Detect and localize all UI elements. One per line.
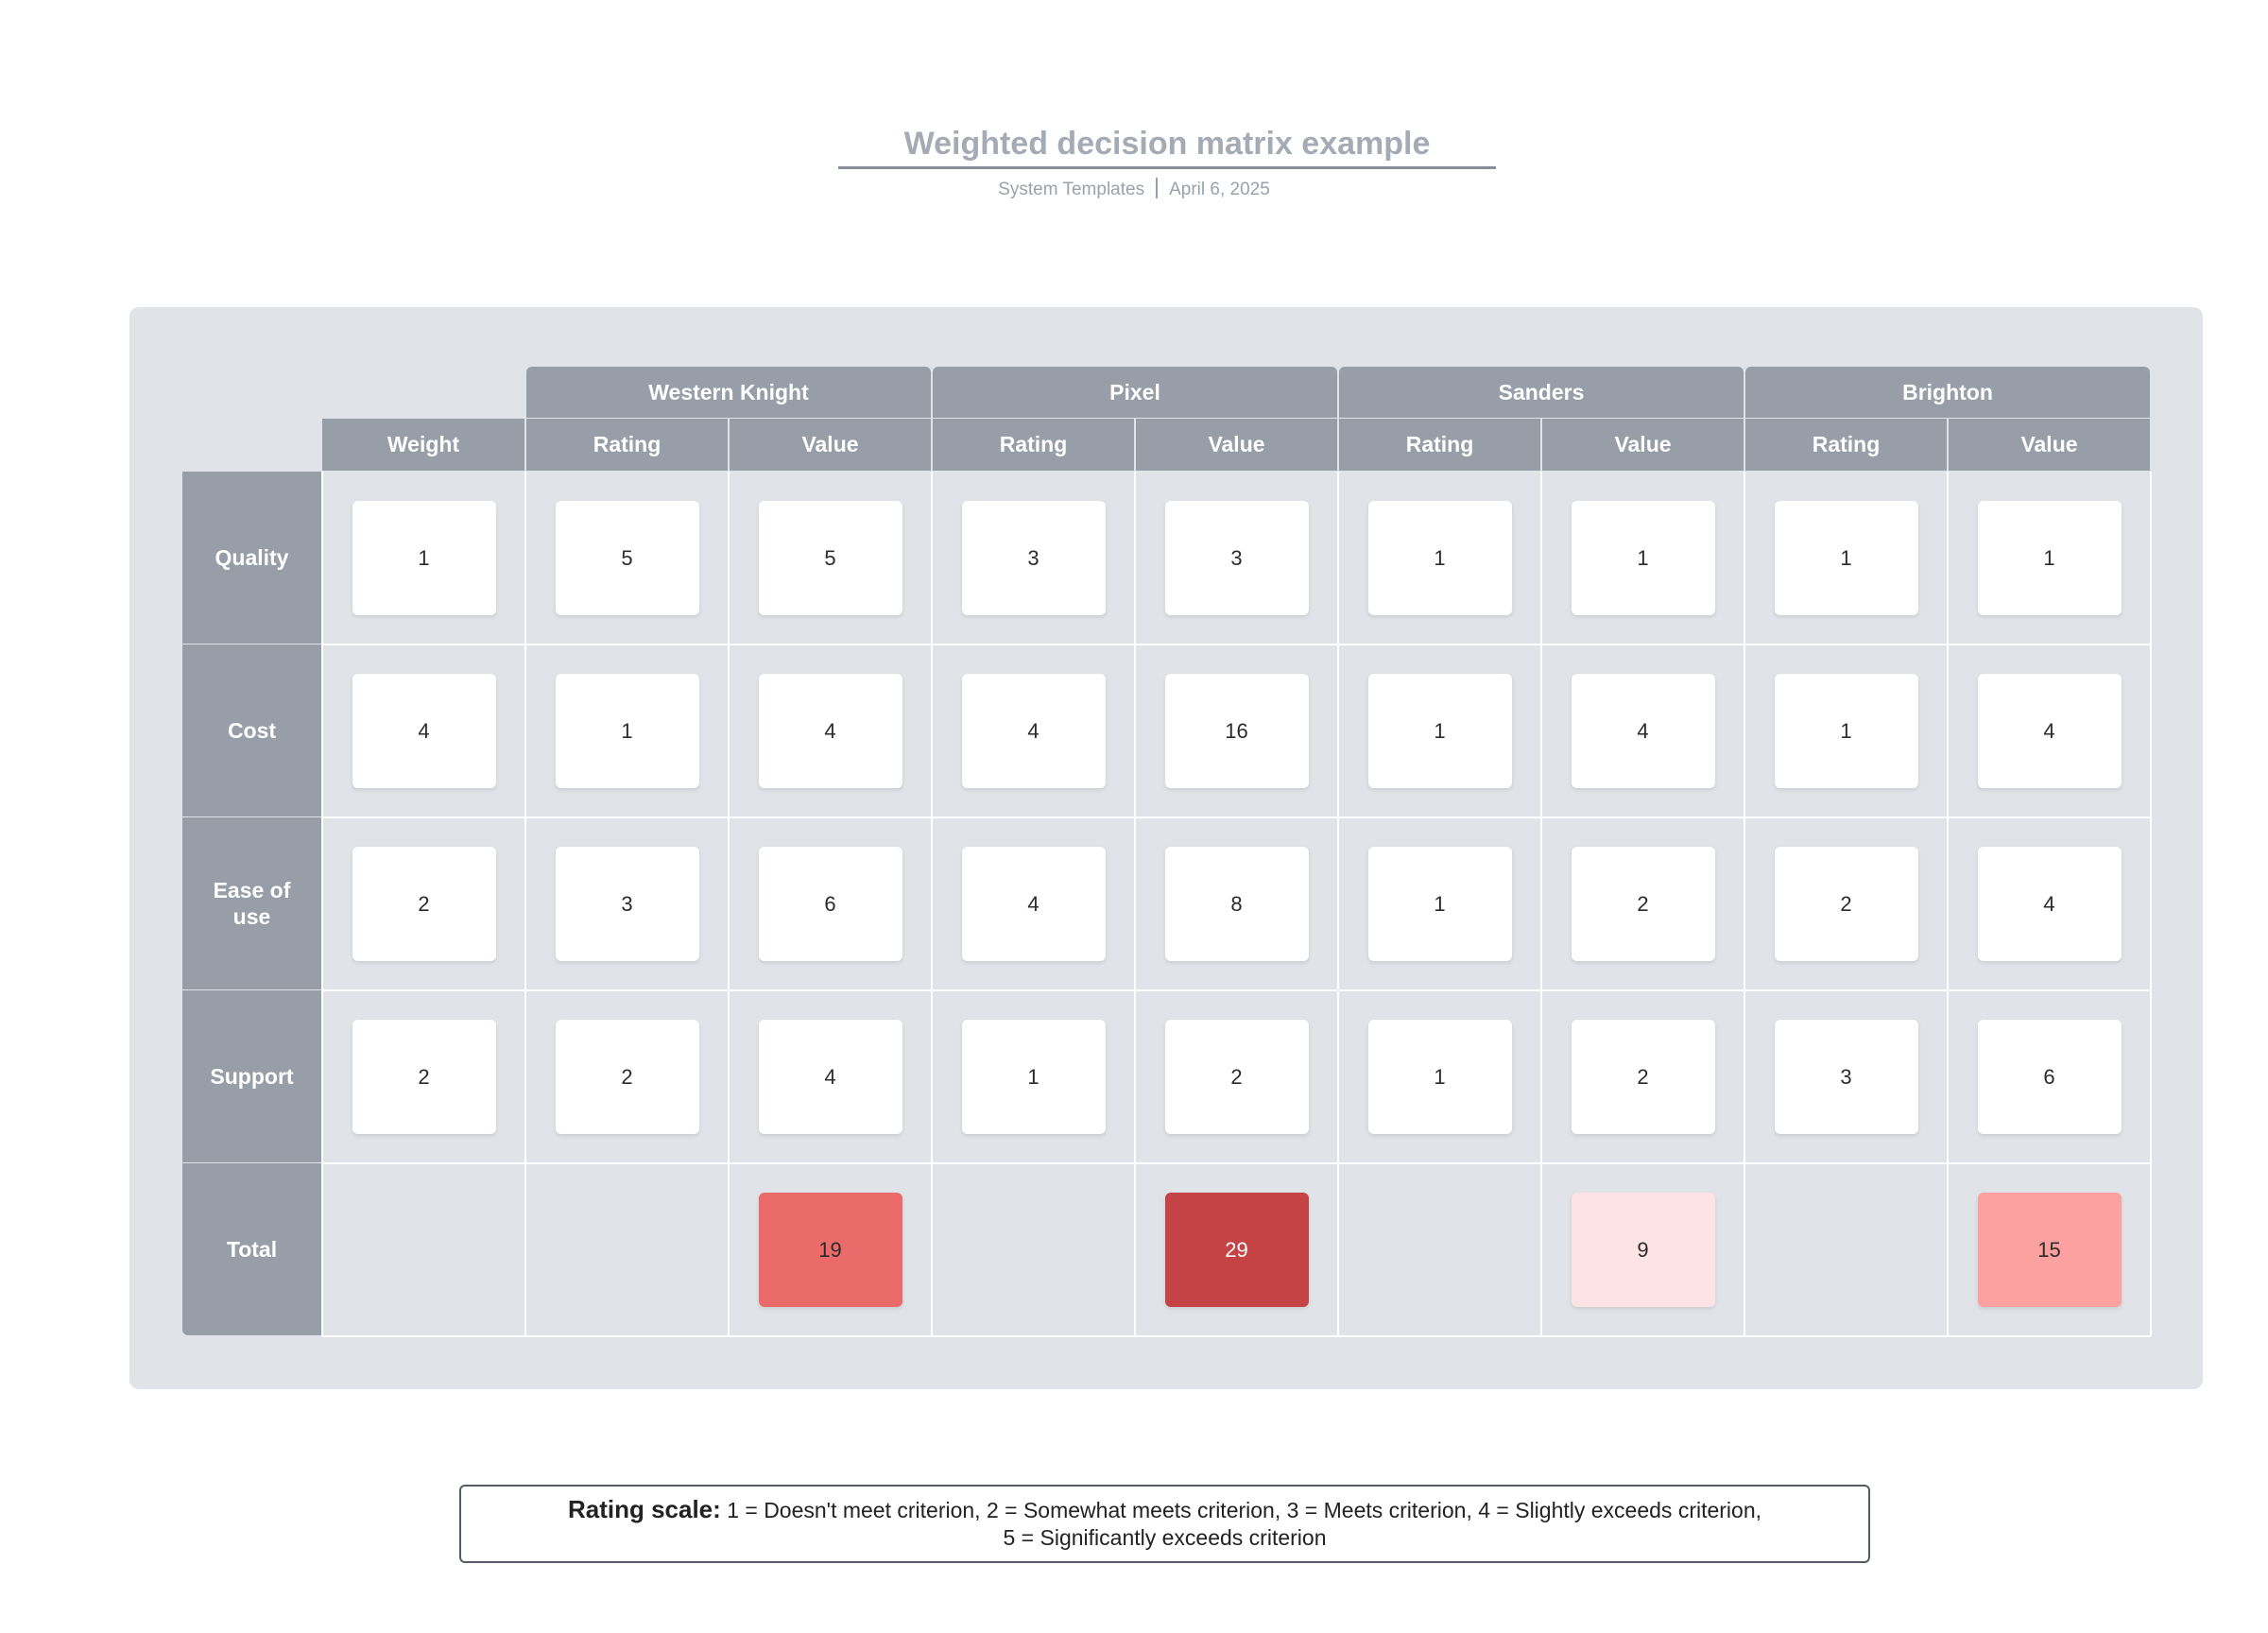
- value-box: 2: [1572, 847, 1715, 961]
- grid-line: [322, 644, 2151, 645]
- grid-line: [728, 472, 730, 1336]
- weight-box: 2: [352, 847, 496, 961]
- weight-box: 2: [352, 1020, 496, 1134]
- rating-box: 1: [1368, 1020, 1512, 1134]
- row-header: Total: [182, 1163, 321, 1335]
- vendor-header: Western Knight: [526, 367, 931, 418]
- grid-line: [2150, 472, 2152, 1336]
- value-box: 2: [1572, 1020, 1715, 1134]
- weight-box: 1: [352, 501, 496, 615]
- total-box: 15: [1978, 1193, 2122, 1307]
- rating-box: 1: [1775, 674, 1918, 788]
- weight-box: 4: [352, 674, 496, 788]
- legend-line-1: 1 = Doesn't meet criterion, 2 = Somewhat meets criterion, 3 = Meets criterion, 4 = Slightly exceeds criterion,: [727, 1498, 1762, 1522]
- rating-box: 1: [1368, 501, 1512, 615]
- value-box: 5: [759, 501, 902, 615]
- rating-box: 4: [962, 674, 1106, 788]
- value-box: 4: [759, 1020, 902, 1134]
- rating-box: 1: [556, 674, 699, 788]
- column-header-value: Value: [1949, 419, 2150, 471]
- grid-line: [524, 472, 526, 1336]
- value-box: 1: [1572, 501, 1715, 615]
- vendor-header: Sanders: [1339, 367, 1744, 418]
- column-header-rating: Rating: [933, 419, 1134, 471]
- value-box: 4: [1978, 674, 2122, 788]
- value-box: 16: [1165, 674, 1309, 788]
- value-box: 4: [1572, 674, 1715, 788]
- column-header-rating: Rating: [526, 419, 728, 471]
- subtitle-divider: [1156, 178, 1158, 198]
- vendor-header: Brighton: [1745, 367, 2150, 418]
- row-header: Cost: [182, 645, 321, 816]
- legend-label: Rating scale:: [567, 1495, 721, 1523]
- value-box: 3: [1165, 501, 1309, 615]
- value-box: 1: [1978, 501, 2122, 615]
- value-box: 6: [759, 847, 902, 961]
- total-box: 19: [759, 1193, 902, 1307]
- row-header: Ease of use: [182, 817, 321, 989]
- column-header-rating: Rating: [1339, 419, 1540, 471]
- value-box: 4: [759, 674, 902, 788]
- total-box: 9: [1572, 1193, 1715, 1307]
- column-header-value: Value: [1136, 419, 1337, 471]
- grid-line: [1134, 472, 1136, 1336]
- rating-box: 3: [1775, 1020, 1918, 1134]
- column-header-value: Value: [730, 419, 931, 471]
- value-box: 6: [1978, 1020, 2122, 1134]
- grid-line: [322, 989, 2151, 991]
- row-header: Support: [182, 990, 321, 1162]
- matrix-panel: [129, 307, 2203, 1389]
- grid-line: [1337, 472, 1339, 1336]
- vendor-header: Pixel: [933, 367, 1337, 418]
- rating-box: 1: [1368, 674, 1512, 788]
- grid-line: [322, 816, 2151, 818]
- rating-box: 2: [1775, 847, 1918, 961]
- grid-line: [1744, 472, 1745, 1336]
- rating-box: 1: [1368, 847, 1512, 961]
- total-box: 29: [1165, 1193, 1309, 1307]
- column-header-weight: Weight: [322, 419, 524, 471]
- rating-box: 4: [962, 847, 1106, 961]
- column-header-rating: Rating: [1745, 419, 1947, 471]
- page-title: Weighted decision matrix example: [838, 121, 1496, 169]
- value-box: 2: [1165, 1020, 1309, 1134]
- rating-box: 2: [556, 1020, 699, 1134]
- rating-box: 3: [962, 501, 1106, 615]
- row-header: Quality: [182, 472, 321, 644]
- grid-line: [321, 472, 323, 1336]
- column-header-value: Value: [1542, 419, 1744, 471]
- legend-line-2: 5 = Significantly exceeds criterion: [1003, 1525, 1327, 1550]
- grid-line: [931, 472, 933, 1336]
- rating-box: 1: [1775, 501, 1918, 615]
- grid-line: [322, 1335, 2151, 1337]
- grid-line: [1540, 472, 1542, 1336]
- page-subtitle: [0, 178, 2268, 200]
- rating-box: 1: [962, 1020, 1106, 1134]
- date-label: April 6, 2025: [1169, 180, 1270, 199]
- grid-line: [322, 1162, 2151, 1164]
- value-box: 4: [1978, 847, 2122, 961]
- rating-box: 5: [556, 501, 699, 615]
- value-box: 8: [1165, 847, 1309, 961]
- rating-box: 3: [556, 847, 699, 961]
- grid-line: [1947, 472, 1949, 1336]
- rating-scale-legend: [459, 1485, 1870, 1563]
- author-label: System Templates: [998, 180, 1145, 199]
